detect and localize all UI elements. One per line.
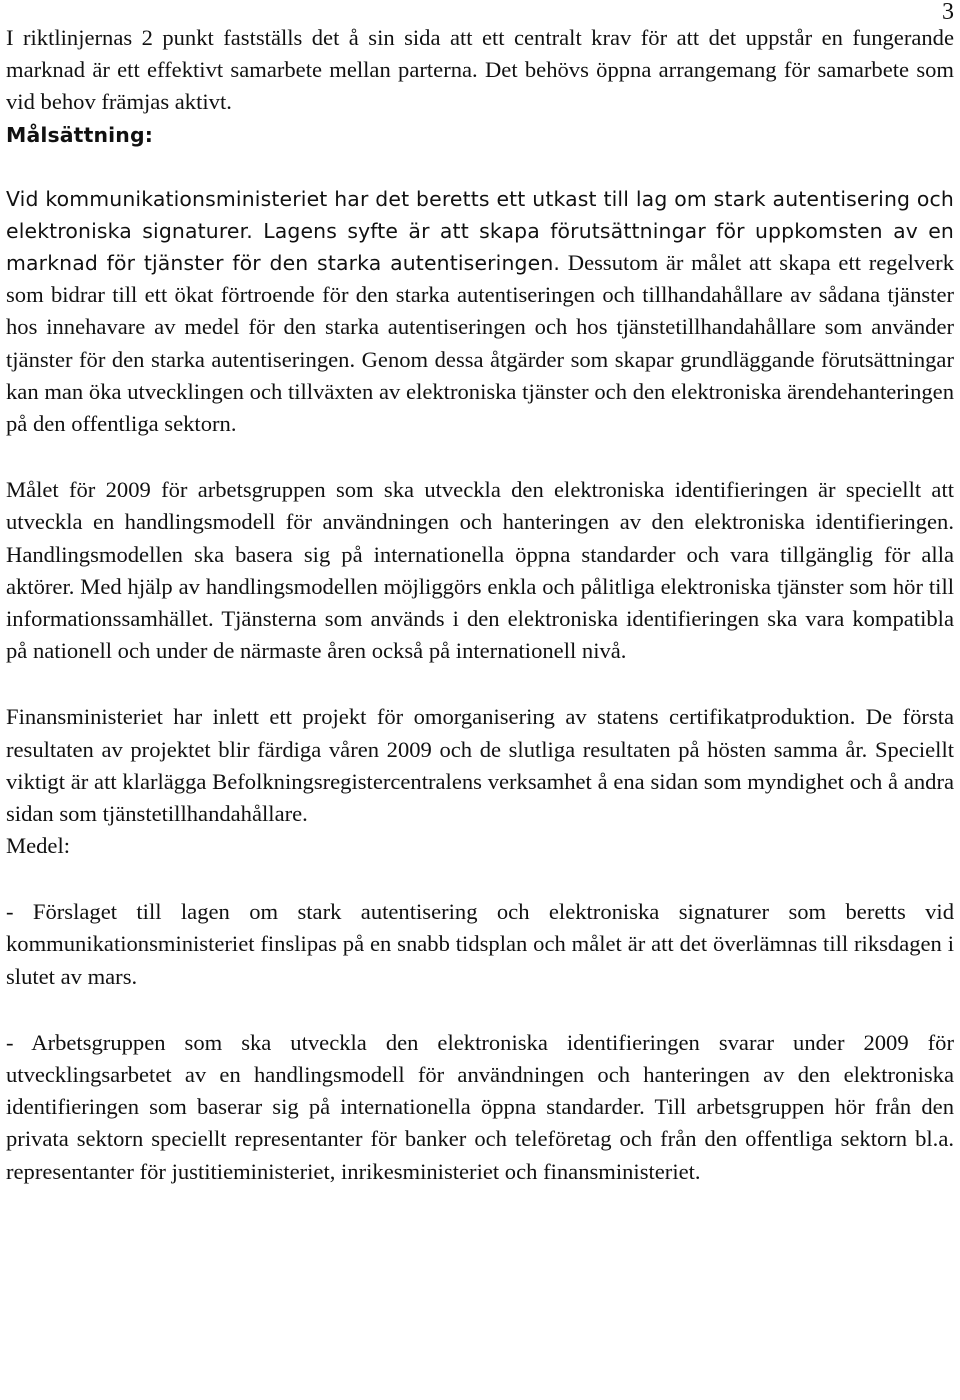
- means-item-2: - Arbetsgruppen som ska utveckla den elektroniska identifieringen svarar under 2009 för utvecklingsarbetet av en handlingsmodell för användningen och hanteringen av den elektroniska identifieringen som baserar sig på internationella öppna standarder. Till arbetsgruppen hör från den privata sektorn speciellt representanter för banker och teleföretag och från den offentliga sektorn bl.a. representanter för justitieministeriet, inrikesministeriet och finansministeriet.: [6, 1029, 954, 1184]
- means-item-1: - Förslaget till lagen om stark autentisering och elektroniska signaturer som beretts vid kommunikationsministeriet finslipas på en snabb tidsplan och målet är att det överlämnas till riksdagen i slutet av mars.: [6, 899, 954, 989]
- means-heading: Medel:: [6, 833, 70, 859]
- goal-paragraph-2: Målet för 2009 för arbetsgruppen som ska utveckla den elektroniska identifieringen är speciellt att utveckla en handlingsmodell för användningen och hanteringen av den elektroniska identifieringen. Handlingsmodellen ska basera sig på internationella öppna standarder och vara tillgänglig för alla aktörer. Med hjälp av handlingsmodellen möjliggörs enkla och pålitliga elektroniska tjänster som hör till informationssamhället. Tjänsterna som används i den elektroniska identifieringen ska vara kompatibla på nationell och under de närmaste åren också på internationell nivå.: [6, 477, 954, 664]
- goal-paragraph-3: Finansministeriet har inlett ett projekt för omorganisering av statens certifikatproduktion. De första resultaten av projektet blir färdiga våren 2009 och de slutliga resultaten på hösten samma år. Speciellt viktigt är att klarlägga Befolkningsregistercentralens verksamhet å ena sidan som myndighet och å andra sidan som tjänstetillhandahållare.: [6, 704, 954, 827]
- goal-paragraph-1: [6, 183, 954, 441]
- intro-paragraph: I riktlinjernas 2 punkt fastställs det å sin sida att ett centralt krav för att det uppstår en fungerande marknad är ett effektivt samarbete mellan parterna. Det behövs öppna arrangemang för samarbete som vid behov främjas aktivt.: [6, 25, 954, 115]
- goal-paragraph-1-serif: Dessutom är målet att skapa ett regelverk som bidrar till ett ökat förtroende för den starka autentiseringen och tillhandahållare av sådana tjänster hos innehavare av medel för den starka autentiseringen och hos tjänstetillhandahållare som använder tjänster för den starka autentiseringen. Genom dessa åtgärder som skapar grundläggande förutsättningar kan man öka utvecklingen och tillväxten av elektroniska tjänster och den elektroniska ärendehanteringen på den offentliga sektorn.: [6, 250, 955, 437]
- page-number: 3: [942, 0, 954, 25]
- goal-paragraph-1-sans: Vid kommunikationsministeriet har det beretts ett utkast till lag om stark autentisering och elektroniska signaturer. Lagens syfte är att skapa förutsättningar för uppkomsten av en marknad för tjänster för den starka autentiseringen.: [6, 186, 954, 276]
- goal-heading: Målsättning:: [6, 122, 154, 147]
